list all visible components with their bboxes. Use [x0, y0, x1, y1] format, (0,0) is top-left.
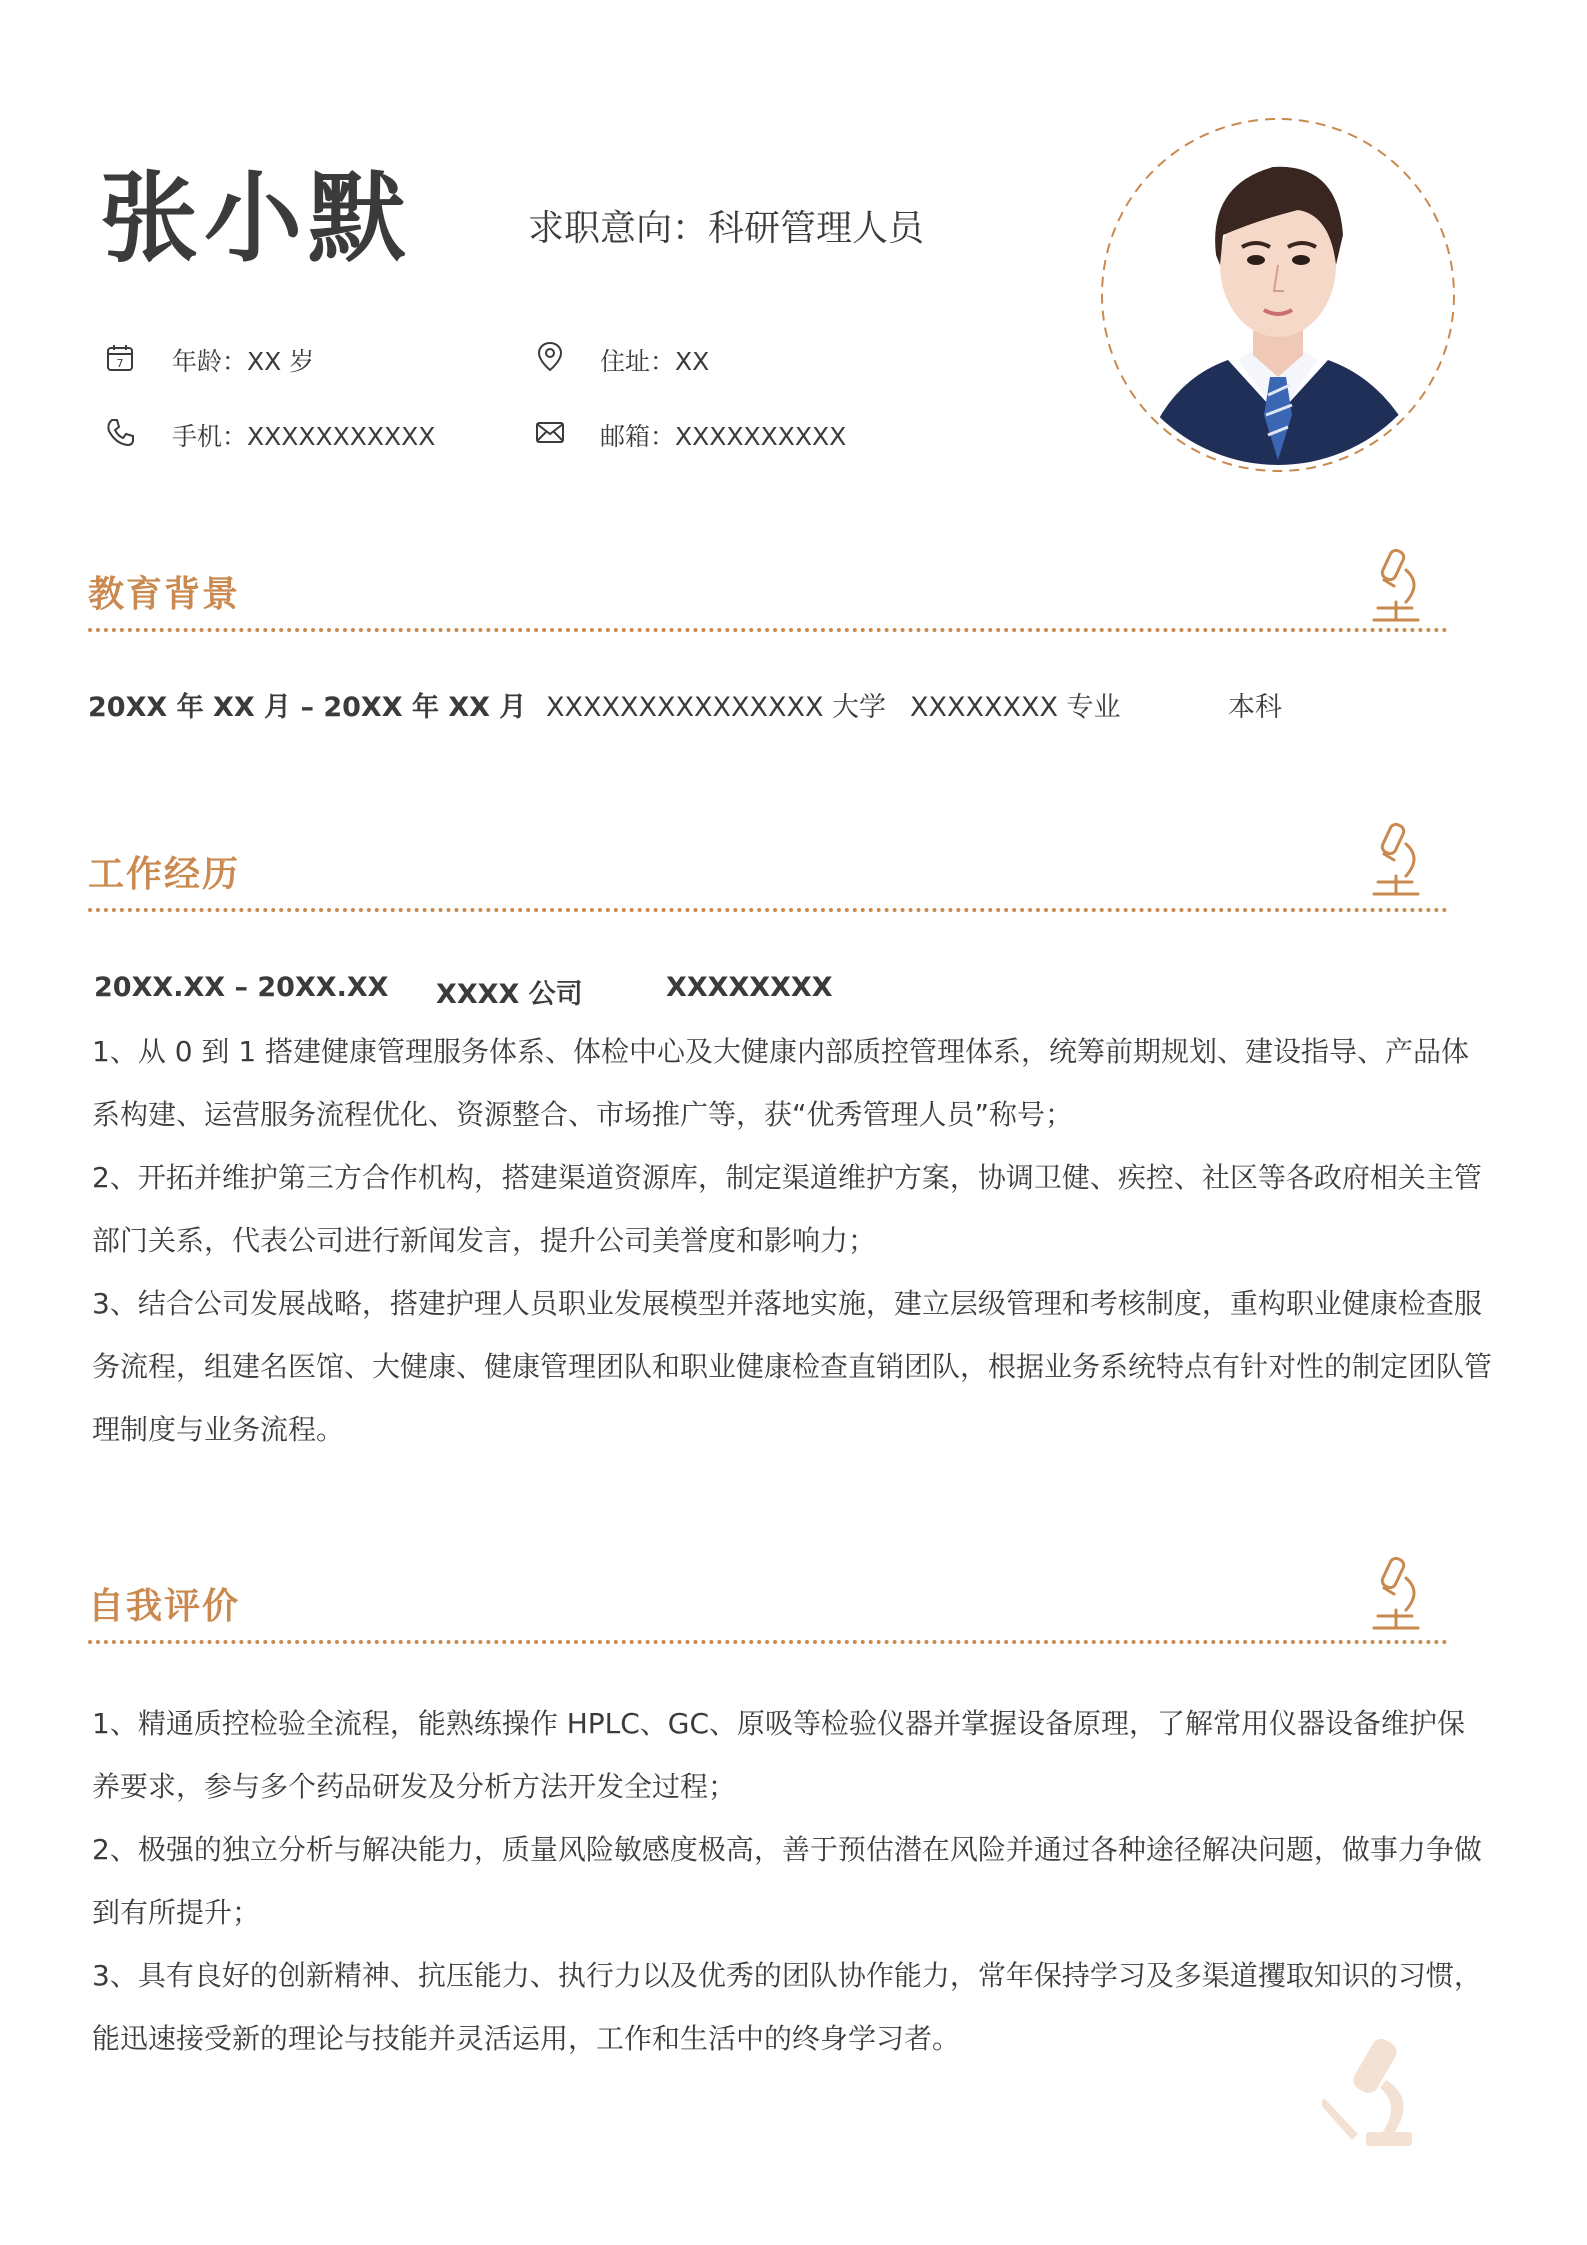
work-description: [92, 1020, 1492, 1461]
section-title-education: 教育背景: [88, 574, 241, 615]
microscope-icon: [1366, 820, 1426, 902]
work-company: XXXX 公司: [436, 979, 583, 1010]
section-divider: [88, 1640, 1448, 1644]
phone-icon: [104, 416, 136, 452]
location-icon: [534, 340, 566, 376]
job-intent: 求职意向：科研管理人员: [528, 208, 925, 249]
work-period: 20XX.XX – 20XX.XX: [94, 972, 389, 1003]
phone-info: 手机：XXXXXXXXXXX: [172, 422, 436, 451]
address-info: 住址：XX: [600, 347, 710, 376]
self-item: 3、具有良好的创新精神、抗压能力、执行力以及优秀的团队协作能力，常年保持学习及多渠道攫取知识的习惯，能迅速接受新的理论与技能并灵活运用，工作和生活中的终身学习者。: [92, 1959, 1482, 2055]
edu-school: XXXXXXXXXXXXXXX 大学: [546, 692, 887, 723]
work-item: 2、开拓并维护第三方合作机构，搭建渠道资源库，制定渠道维护方案，协调卫健、疾控、社区等各政府相关主管部门关系，代表公司进行新闻发言，提升公司美誉度和影响力；: [92, 1161, 1482, 1257]
candidate-name: 张小默: [100, 161, 413, 276]
age-info: 年龄：XX 岁: [172, 347, 315, 376]
section-title-work: 工作经历: [88, 854, 241, 895]
self-evaluation: [92, 1692, 1492, 2070]
svg-text:7: 7: [116, 357, 124, 370]
self-item: 1、精通质控检验全流程，能熟练操作 HPLC、GC、原吸等检验仪器并掌握设备原理，了解常用仪器设备维护保养要求，参与多个药品研发及分析方法开发全过程；: [92, 1707, 1466, 1803]
email-info: 邮箱：XXXXXXXXXX: [600, 422, 847, 451]
microscope-watermark-icon: [1322, 2036, 1422, 2152]
section-divider: [88, 908, 1448, 912]
section-divider: [88, 628, 1448, 632]
work-item: 1、从 0 到 1 搭建健康管理服务体系、体检中心及大健康内部质控管理体系，统筹前期规划、建设指导、产品体系构建、运营服务流程优化、资源整合、市场推广等，获“优秀管理人员”称号；: [92, 1035, 1470, 1131]
edu-degree: 本科: [1228, 692, 1282, 723]
mail-icon: [534, 416, 566, 452]
microscope-icon: [1366, 1554, 1426, 1636]
edu-major: XXXXXXXX 专业: [910, 692, 1121, 723]
calendar-icon: [104, 342, 136, 378]
microscope-icon: [1366, 546, 1426, 628]
self-item: 2、极强的独立分析与解决能力，质量风险敏感度极高，善于预估潜在风险并通过各种途径解决问题，做事力争做到有所提升；: [92, 1833, 1482, 1929]
edu-period: 20XX 年 XX 月 – 20XX 年 XX 月: [88, 692, 527, 723]
work-position: XXXXXXXX: [666, 972, 833, 1003]
work-item: 3、结合公司发展战略，搭建护理人员职业发展模型并落地实施，建立层级管理和考核制度，重构职业健康检查服务流程，组建名医馆、大健康、健康管理团队和职业健康检查直销团队，根据业务系统特点有针对性的制定团队管理制度与业务流程。: [92, 1287, 1493, 1446]
section-title-self: 自我评价: [88, 1586, 241, 1627]
avatar: [1098, 115, 1458, 475]
